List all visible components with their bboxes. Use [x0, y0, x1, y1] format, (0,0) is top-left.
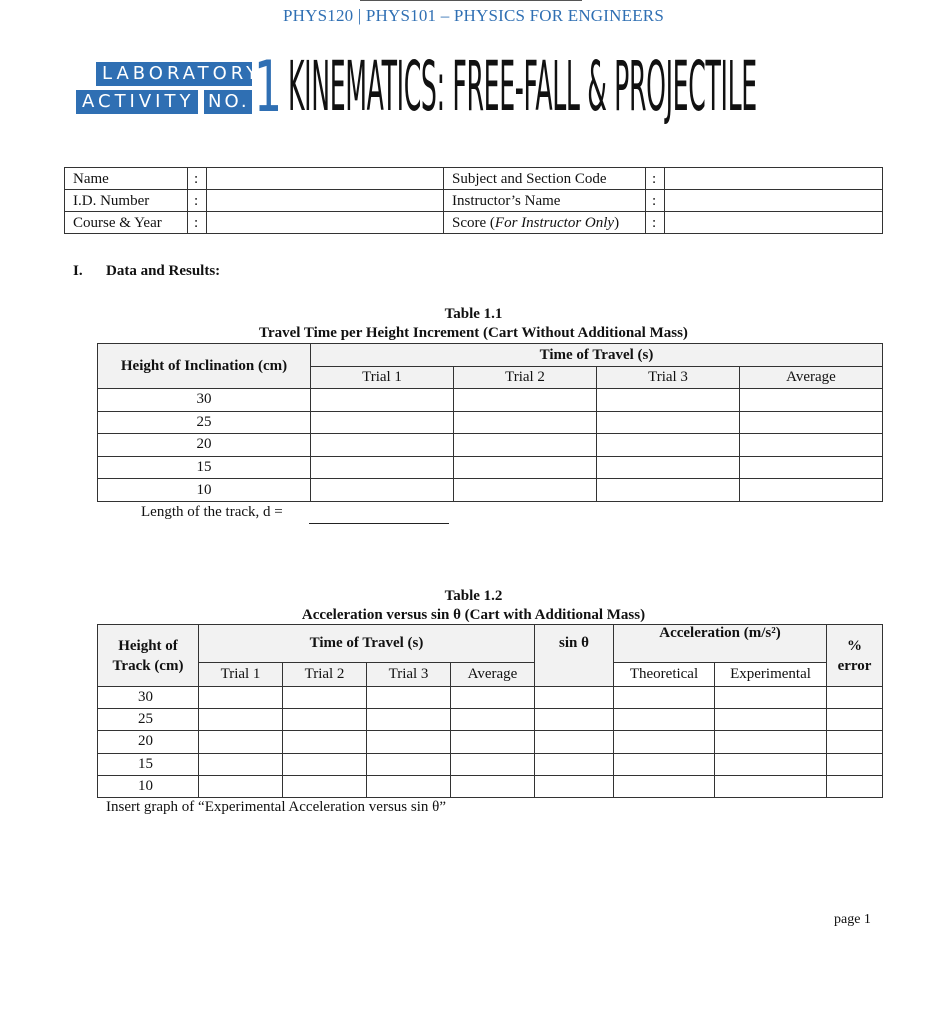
height-cell: 25 [98, 411, 311, 434]
lab-activity-badge [76, 60, 262, 116]
data-cell[interactable] [535, 753, 614, 775]
data-cell[interactable] [451, 775, 535, 797]
col-trial-2: Trial 2 [283, 663, 367, 687]
col-sin: sin θ [535, 625, 614, 687]
table-row [98, 479, 883, 502]
table1-caption: Table 1.1 [444, 306, 503, 322]
data-cell[interactable] [367, 709, 451, 731]
height-cell: 10 [98, 775, 199, 797]
section-heading [73, 263, 220, 280]
data-cell[interactable] [311, 411, 454, 434]
height-cell: 20 [98, 434, 311, 457]
track-length-field[interactable] [309, 523, 449, 524]
col-acceleration: Acceleration (m/s²) [614, 625, 827, 663]
lab-label-line2a: ACTIVITY [76, 90, 198, 114]
height-cell: 15 [98, 456, 311, 479]
data-cell[interactable] [311, 389, 454, 412]
data-cell[interactable] [283, 731, 367, 753]
id-number-label: I.D. Number [65, 190, 188, 212]
col-time: Time of Travel (s) [311, 344, 883, 367]
data-cell[interactable] [454, 479, 597, 502]
data-cell[interactable] [715, 709, 827, 731]
data-cell[interactable] [283, 709, 367, 731]
data-cell[interactable] [199, 731, 283, 753]
data-cell[interactable] [367, 731, 451, 753]
table-row [98, 753, 883, 775]
data-cell[interactable] [199, 775, 283, 797]
subject-section-field[interactable] [665, 168, 883, 190]
data-cell[interactable] [827, 731, 883, 753]
col-trial-1: Trial 1 [311, 367, 454, 389]
data-cell[interactable] [283, 687, 367, 709]
col-average: Average [740, 367, 883, 389]
name-field[interactable] [207, 168, 444, 190]
data-cell[interactable] [367, 687, 451, 709]
data-cell[interactable] [199, 687, 283, 709]
table-row [98, 456, 883, 479]
data-cell[interactable] [199, 753, 283, 775]
colon: : [188, 190, 207, 212]
graph-instruction: Insert graph of “Experimental Acceleration versus sin θ” [106, 799, 446, 815]
data-cell[interactable] [614, 753, 715, 775]
data-cell[interactable] [367, 775, 451, 797]
track-length-label: Length of the track, d = [141, 504, 283, 520]
section-number: I. [73, 263, 83, 279]
data-cell[interactable] [451, 709, 535, 731]
colon: : [646, 212, 665, 234]
data-cell[interactable] [199, 709, 283, 731]
score-field[interactable] [665, 212, 883, 234]
data-cell[interactable] [311, 434, 454, 457]
col-trial-2: Trial 2 [454, 367, 597, 389]
data-cell[interactable] [614, 731, 715, 753]
table-row [98, 731, 883, 753]
data-cell[interactable] [740, 411, 883, 434]
course-code-2: PHYS101 [365, 6, 437, 25]
data-cell[interactable] [283, 775, 367, 797]
table1-title: Travel Time per Height Increment (Cart Without Additional Mass) [259, 325, 688, 341]
data-cell[interactable] [451, 731, 535, 753]
section-title: Data and Results: [106, 263, 221, 279]
data-cell[interactable] [454, 411, 597, 434]
table2-title: Acceleration versus sin θ (Cart with Additional Mass) [301, 607, 646, 623]
data-cell[interactable] [740, 389, 883, 412]
course-year-field[interactable] [207, 212, 444, 234]
data-cell[interactable] [535, 731, 614, 753]
data-cell[interactable] [311, 456, 454, 479]
student-info-table [64, 167, 883, 234]
course-header: PHYS120 | PHYS101 – PHYSICS FOR ENGINEERS [282, 6, 664, 25]
data-cell[interactable] [597, 389, 740, 412]
col-trial-3: Trial 3 [367, 663, 451, 687]
data-cell[interactable] [827, 753, 883, 775]
col-theoretical: Theoretical [614, 663, 715, 687]
table2-caption: Table 1.2 [444, 588, 503, 604]
data-cell[interactable] [614, 775, 715, 797]
data-cell[interactable] [597, 411, 740, 434]
data-cell[interactable] [827, 775, 883, 797]
course-year-label: Course & Year [65, 212, 188, 234]
table-row [98, 411, 883, 434]
colon: : [188, 168, 207, 190]
height-cell: 20 [98, 731, 199, 753]
height-cell: 25 [98, 709, 199, 731]
data-cell[interactable] [597, 434, 740, 457]
instructor-field[interactable] [665, 190, 883, 212]
data-cell[interactable] [614, 687, 715, 709]
data-cell[interactable] [535, 687, 614, 709]
data-cell[interactable] [827, 709, 883, 731]
table-row [98, 775, 883, 797]
activity-number: 1 [254, 46, 283, 128]
data-cell[interactable] [715, 687, 827, 709]
data-cell[interactable] [740, 479, 883, 502]
height-cell: 10 [98, 479, 311, 502]
data-cell[interactable] [715, 775, 827, 797]
instructor-label: Instructor’s Name [444, 190, 646, 212]
table-row [98, 434, 883, 457]
subject-section-label: Subject and Section Code [444, 168, 646, 190]
table2 [97, 624, 883, 798]
colon: : [646, 190, 665, 212]
col-trial-3: Trial 3 [597, 367, 740, 389]
table-row [98, 687, 883, 709]
col-trial-1: Trial 1 [199, 663, 283, 687]
data-cell[interactable] [367, 753, 451, 775]
id-number-field[interactable] [207, 190, 444, 212]
table-row [98, 389, 883, 412]
name-label: Name [65, 168, 188, 190]
table-row [98, 709, 883, 731]
data-cell[interactable] [454, 456, 597, 479]
data-cell[interactable] [740, 456, 883, 479]
data-cell[interactable] [283, 753, 367, 775]
table1 [97, 343, 883, 502]
colon: : [646, 168, 665, 190]
col-average: Average [451, 663, 535, 687]
data-cell[interactable] [740, 434, 883, 457]
col-height: Height of Inclination (cm) [98, 344, 311, 389]
data-cell[interactable] [451, 753, 535, 775]
course-code-1: PHYS120 [282, 6, 354, 25]
data-cell[interactable] [535, 709, 614, 731]
activity-title: KINEMATICS: FREE-FALL & PROJECTILE [288, 46, 757, 127]
data-cell[interactable] [597, 479, 740, 502]
header-rule [360, 0, 582, 1]
height-cell: 30 [98, 687, 199, 709]
score-label: Score (For Instructor Only) [444, 212, 646, 234]
height-cell: 15 [98, 753, 199, 775]
course-title: PHYSICS FOR ENGINEERS [453, 6, 664, 25]
data-cell[interactable] [454, 434, 597, 457]
data-cell[interactable] [614, 709, 715, 731]
lab-label-line2b: NO. [204, 90, 252, 114]
data-cell[interactable] [597, 456, 740, 479]
data-cell[interactable] [535, 775, 614, 797]
data-cell[interactable] [311, 479, 454, 502]
page-number: page 1 [834, 912, 871, 927]
col-experimental: Experimental [715, 663, 827, 687]
data-cell[interactable] [715, 753, 827, 775]
col-height: Height of Track (cm) [98, 625, 199, 687]
data-cell[interactable] [451, 687, 535, 709]
data-cell[interactable] [715, 731, 827, 753]
col-error: % error [827, 625, 883, 687]
lab-label-line1: LABORATORY [96, 62, 252, 86]
col-time: Time of Travel (s) [199, 625, 535, 663]
data-cell[interactable] [827, 687, 883, 709]
height-cell: 30 [98, 389, 311, 412]
data-cell[interactable] [454, 389, 597, 412]
colon: : [188, 212, 207, 234]
